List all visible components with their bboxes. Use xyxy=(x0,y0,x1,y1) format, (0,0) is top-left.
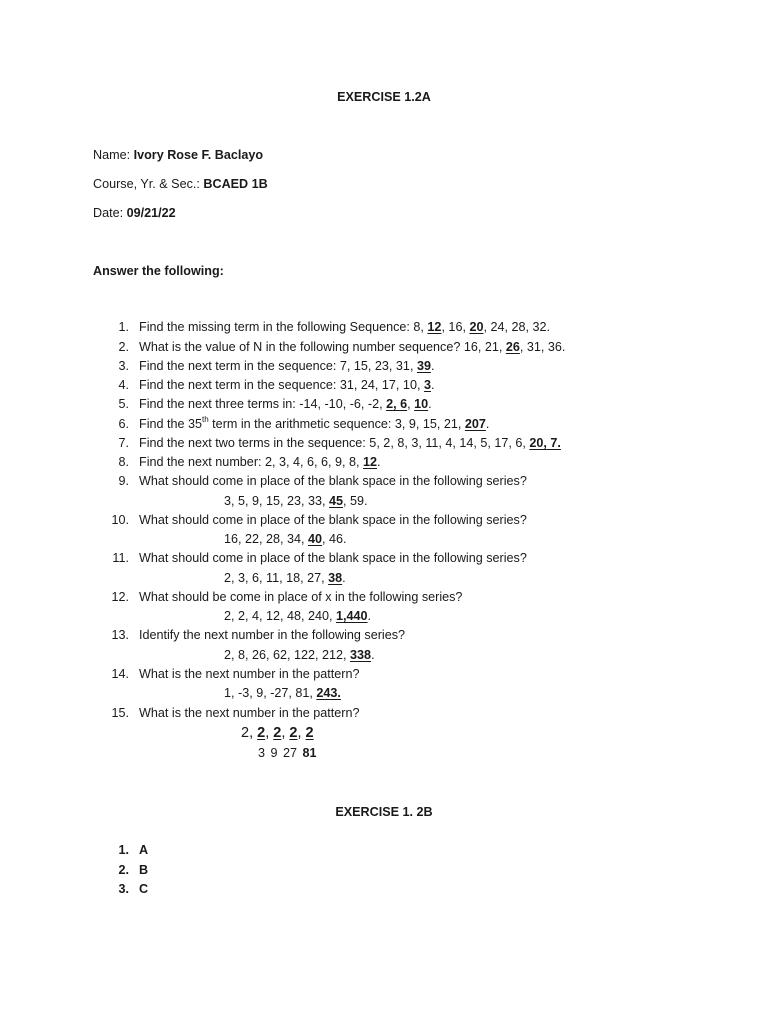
answer: 38 xyxy=(328,571,343,585)
answer: 12 xyxy=(427,320,442,334)
question-number: 10. xyxy=(111,513,129,527)
answer: 20 xyxy=(529,436,544,450)
answer: 10 xyxy=(414,397,429,411)
question-number: 2. xyxy=(118,340,129,354)
question-text: Find the next term in the sequence: 7, 15, 23, 31, 39. xyxy=(139,359,435,373)
pattern-term: 2 xyxy=(273,725,282,741)
question-text: Find the next two terms in the sequence: 5, 2, 8, 3, 11, 4, 14, 5, 17, 6, 20, 7. xyxy=(139,436,561,450)
date-line xyxy=(93,206,176,221)
series-line: 2, 3, 6, 11, 18, 27, 38. xyxy=(224,571,346,585)
question-number: 15. xyxy=(111,706,129,720)
document-page: EXERCISE 1.2A Name: Ivory Rose F. Baclayo Course, Yr. & Sec.: BCAED 1B Date: 09/21/22 Answer the following: 1. Find the missing term in the following Sequence: 8, 12, 16, 20, 24, 28, 32. 2. What is the value of N in the following number sequence? 16, 21, 26, 31, 36. 3. Find the next term in the sequence: 7, 15, 23, 31, 39. 4. Find the next term in the sequence: 31, 24, 17, 10, 3. 5. Find the next three terms in: -14, -10, -6, -2, 2, 6, 10. 6. Find the 35th term in the arithmetic sequence: 3, 9, 15, 21, 207. 7. Find the next two terms in the sequence: 5, 2, 8, 3, 11, 4, 14, 5, 17, 6, 20, 7. 8. Find the next number: 2, 3, 4, 6, 6, 9, 8, 12. 9. What should come in place of the blank space in the following series? 3, 5, 9, 15, 23, 33, 45, 59. 10. What should come in place of the blank space in the following series? 16, 22, 28, 34, 40, 46. 11. What should come in place of the blank space in the following series? 2, 3, 6, 11, 18, 27, 38. 12. What should be come in place of x in the following series? 2, 2, 4, 12, 48, 240, 1,440. 13. Identify the next number in the following series? 2, 8, 26, 62, 122, 212, 338. 14. What is the next number in the pattern? 1, -3, 9, -27, 81, 243. 15. What is the next number in the pattern? 2, 2, 2, 2, 2 3 9 27 81 EXERCISE 1. 2B 1. A 2. B 3. C xyxy=(0,0,768,1024)
question-text: What is the next number in the pattern? xyxy=(139,667,360,681)
pattern-denominators: 3 9 27 81 xyxy=(258,746,317,760)
series-line: 2, 2, 4, 12, 48, 240, 1,440. xyxy=(224,609,372,623)
answer: 26 xyxy=(505,340,520,354)
instructions: Answer the following: xyxy=(93,264,224,278)
pattern-term: 2 xyxy=(305,725,314,741)
course-line xyxy=(93,177,268,192)
question-number: 1. xyxy=(118,320,129,334)
question-number: 7. xyxy=(118,436,129,450)
question-number: 9. xyxy=(118,474,129,488)
question-text: What should come in place of the blank space in the following series? xyxy=(139,474,527,488)
name-label: Name: xyxy=(93,148,134,162)
answer: 45 xyxy=(329,494,344,508)
series-line: 3, 5, 9, 15, 23, 33, 45, 59. xyxy=(224,494,368,508)
name-line xyxy=(93,148,263,163)
question-text: Identify the next number in the following series? xyxy=(139,628,406,642)
question-number: 5. xyxy=(118,397,129,411)
question-number: 3. xyxy=(118,359,129,373)
answer: 40 xyxy=(308,532,323,546)
pattern-term: 2 xyxy=(257,725,266,741)
question-number: 6. xyxy=(118,417,129,431)
question-text: What should be come in place of x in the following series? xyxy=(139,590,463,604)
answer: 7. xyxy=(546,436,561,450)
answer: 207 xyxy=(464,417,486,431)
series-line: 16, 22, 28, 34, 40, 46. xyxy=(224,532,347,546)
question-text: Find the next term in the sequence: 31, 24, 17, 10, 3. xyxy=(139,378,435,392)
answer: 39 xyxy=(416,359,431,373)
answer: 2, 6 xyxy=(386,397,408,411)
question-text: What is the value of N in the following number sequence? 16, 21, 26, 31, 36. xyxy=(139,340,566,354)
pattern-numerators: 2, 2, 2, 2, 2 xyxy=(241,725,314,741)
question-number: 12. xyxy=(111,590,129,604)
question-text: Find the 35th term in the arithmetic sequence: 3, 9, 15, 21, 207. xyxy=(139,414,490,431)
question-number: 14. xyxy=(111,667,129,681)
question-number: 4. xyxy=(118,378,129,392)
question-text: Find the next number: 2, 3, 4, 6, 6, 9, 8, 12. xyxy=(139,455,381,469)
date-label: Date: xyxy=(93,206,127,220)
answer: 338 xyxy=(350,648,372,662)
answer: 20 xyxy=(469,320,484,334)
question-text: Find the missing term in the following Sequence: 8, 12, 16, 20, 24, 28, 32. xyxy=(139,320,550,334)
answer: 243. xyxy=(316,686,341,700)
name-value: Ivory Rose F. Baclayo xyxy=(133,148,264,162)
date-value: 09/21/22 xyxy=(126,206,176,220)
answer: 12 xyxy=(363,455,378,469)
question-number: 13. xyxy=(111,628,129,642)
course-label: Course, Yr. & Sec.: xyxy=(93,177,204,191)
question-text: Find the next three terms in: -14, -10, -6, -2, 2, 6, 10. xyxy=(139,397,432,411)
series-line: 1, -3, 9, -27, 81, 243. xyxy=(224,686,341,700)
answer: 3 xyxy=(423,378,431,392)
course-value: BCAED 1B xyxy=(203,177,268,191)
question-text: What should come in place of the blank space in the following series? xyxy=(139,551,527,565)
series-line: 2, 8, 26, 62, 122, 212, 338. xyxy=(224,648,375,662)
question-text: What is the next number in the pattern? xyxy=(139,706,360,720)
question-number: 11. xyxy=(112,551,129,565)
exercise-a-title: EXERCISE 1.2A xyxy=(337,90,431,104)
pattern-term: 2 xyxy=(289,725,298,741)
answer: 1,440 xyxy=(336,609,368,623)
question-number: 8. xyxy=(118,455,129,469)
question-text: What should come in place of the blank space in the following series? xyxy=(139,513,527,527)
exercise-b-title: EXERCISE 1. 2B xyxy=(335,805,433,819)
